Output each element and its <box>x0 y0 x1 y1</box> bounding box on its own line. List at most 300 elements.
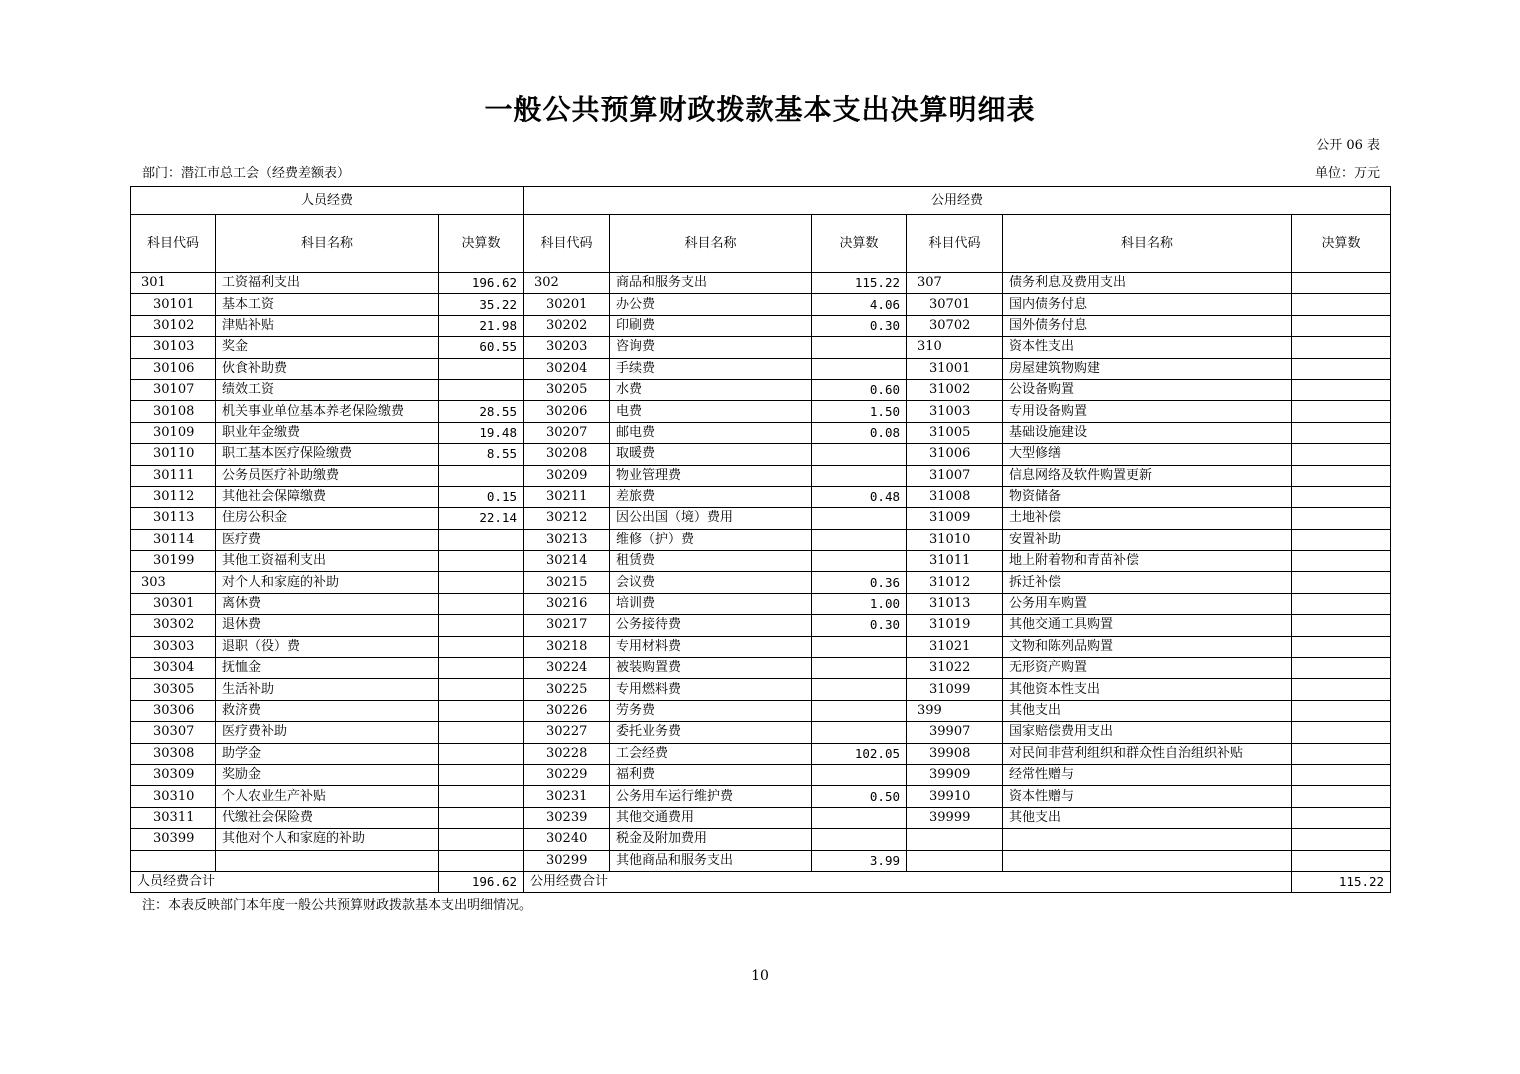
table-row <box>131 764 1391 785</box>
subject-code-cell: 31012 <box>907 572 1003 593</box>
amount-cell <box>1292 807 1391 828</box>
amount-cell <box>812 807 907 828</box>
subject-code-cell: 31002 <box>907 379 1003 400</box>
table-row <box>131 593 1391 614</box>
subject-code-cell: 31009 <box>907 508 1003 529</box>
subject-name-cell: 其他商品和服务支出 <box>610 850 812 871</box>
subject-code-cell: 30202 <box>524 315 610 336</box>
subject-code-cell: 30108 <box>131 401 216 422</box>
subject-name-cell: 住房公积金 <box>216 508 439 529</box>
subject-name-cell: 土地补偿 <box>1003 508 1292 529</box>
subject-name-cell: 文物和陈列品购置 <box>1003 636 1292 657</box>
subject-code-cell: 30106 <box>131 358 216 379</box>
subject-code-cell: 31011 <box>907 551 1003 572</box>
subject-code-cell: 31008 <box>907 486 1003 507</box>
subject-code-cell: 30240 <box>524 829 610 850</box>
subject-name-cell: 国外债务付息 <box>1003 315 1292 336</box>
subject-name-cell: 拆迁补偿 <box>1003 572 1292 593</box>
subject-code-cell: 31006 <box>907 444 1003 465</box>
table-row <box>131 358 1391 379</box>
subject-name-cell: 物业管理费 <box>610 465 812 486</box>
amount-cell: 8.55 <box>439 444 524 465</box>
subject-name-cell: 公务用车购置 <box>1003 593 1292 614</box>
column-header: 决算数 <box>439 215 524 273</box>
amount-cell <box>439 807 524 828</box>
amount-cell <box>812 829 907 850</box>
subject-code-cell: 30216 <box>524 593 610 614</box>
subject-name-cell: 其他交通工具购置 <box>1003 615 1292 636</box>
subject-code-cell: 30217 <box>524 615 610 636</box>
amount-cell <box>439 551 524 572</box>
amount-cell: 28.55 <box>439 401 524 422</box>
subject-name-cell: 大型修缮 <box>1003 444 1292 465</box>
subject-code-cell: 30299 <box>524 850 610 871</box>
subject-code-cell: 30225 <box>524 679 610 700</box>
subject-name-cell: 基础设施建设 <box>1003 422 1292 443</box>
table-row <box>131 315 1391 336</box>
subject-name-cell: 其他对个人和家庭的补助 <box>216 829 439 850</box>
subject-name-cell: 退职（役）费 <box>216 636 439 657</box>
subject-name-cell: 其他工资福利支出 <box>216 551 439 572</box>
amount-cell <box>812 529 907 550</box>
subject-code-cell: 30231 <box>524 786 610 807</box>
subject-name-cell: 房屋建筑物购建 <box>1003 358 1292 379</box>
amount-cell <box>1292 722 1391 743</box>
subject-name-cell <box>216 850 439 871</box>
table-row <box>131 294 1391 315</box>
public-total-label: 公用经费合计 <box>524 871 1292 892</box>
subject-code-cell: 30110 <box>131 444 216 465</box>
subject-code-cell: 30109 <box>131 422 216 443</box>
group-header-public: 公用经费 <box>524 187 1391 215</box>
subject-name-cell: 机关事业单位基本养老保险缴费 <box>216 401 439 422</box>
subject-code-cell: 39909 <box>907 764 1003 785</box>
page-number: 10 <box>751 968 769 984</box>
table-row <box>131 508 1391 529</box>
subject-name-cell: 公务员医疗补助缴费 <box>216 465 439 486</box>
subject-name-cell: 对个人和家庭的补助 <box>216 572 439 593</box>
table-row <box>131 337 1391 358</box>
subject-name-cell: 抚恤金 <box>216 658 439 679</box>
column-header: 科目代码 <box>524 215 610 273</box>
subject-code-cell <box>907 829 1003 850</box>
subject-code-cell: 307 <box>907 273 1003 294</box>
totals-row <box>131 871 1391 892</box>
subject-name-cell: 津贴补贴 <box>216 315 439 336</box>
subject-name-cell: 因公出国（境）费用 <box>610 508 812 529</box>
subject-code-cell: 30304 <box>131 658 216 679</box>
amount-cell <box>1292 764 1391 785</box>
amount-cell <box>439 615 524 636</box>
amount-cell <box>439 679 524 700</box>
subject-name-cell: 生活补助 <box>216 679 439 700</box>
subject-code-cell <box>131 850 216 871</box>
unit-label: 单位：万元 <box>1314 166 1380 181</box>
subject-code-cell: 31001 <box>907 358 1003 379</box>
subject-code-cell: 30211 <box>524 486 610 507</box>
amount-cell <box>1292 444 1391 465</box>
amount-cell <box>439 572 524 593</box>
subject-name-cell: 地上附着物和青苗补偿 <box>1003 551 1292 572</box>
table-row <box>131 379 1391 400</box>
subject-name-cell: 公务接待费 <box>610 615 812 636</box>
column-header: 决算数 <box>812 215 907 273</box>
subject-name-cell: 基本工资 <box>216 294 439 315</box>
subject-code-cell: 30309 <box>131 764 216 785</box>
amount-cell <box>812 551 907 572</box>
amount-cell <box>1292 593 1391 614</box>
table-row <box>131 401 1391 422</box>
amount-cell: 0.50 <box>812 786 907 807</box>
amount-cell <box>1292 615 1391 636</box>
amount-cell <box>1292 551 1391 572</box>
amount-cell: 22.14 <box>439 508 524 529</box>
subject-name-cell: 奖励金 <box>216 764 439 785</box>
subject-code-cell: 39907 <box>907 722 1003 743</box>
amount-cell: 196.62 <box>439 273 524 294</box>
subject-name-cell: 个人农业生产补贴 <box>216 786 439 807</box>
amount-cell <box>812 358 907 379</box>
amount-cell: 35.22 <box>439 294 524 315</box>
amount-cell <box>439 743 524 764</box>
amount-cell <box>1292 829 1391 850</box>
table-note: 注：本表反映部门本年度一般公共预算财政拨款基本支出明细情况。 <box>142 898 533 913</box>
subject-name-cell: 其他交通费用 <box>610 807 812 828</box>
amount-cell <box>812 722 907 743</box>
subject-code-cell: 31013 <box>907 593 1003 614</box>
subject-code-cell: 30305 <box>131 679 216 700</box>
subject-name-cell <box>1003 829 1292 850</box>
amount-cell <box>1292 401 1391 422</box>
subject-code-cell: 303 <box>131 572 216 593</box>
subject-name-cell: 办公费 <box>610 294 812 315</box>
subject-name-cell: 其他支出 <box>1003 700 1292 721</box>
subject-code-cell: 30226 <box>524 700 610 721</box>
amount-cell <box>812 679 907 700</box>
subject-name-cell: 专用燃料费 <box>610 679 812 700</box>
amount-cell <box>439 379 524 400</box>
subject-name-cell: 被装购置费 <box>610 658 812 679</box>
column-header: 科目代码 <box>131 215 216 273</box>
subject-code-cell: 30308 <box>131 743 216 764</box>
table-code: 公开 06 表 <box>1316 138 1380 153</box>
subject-name-cell: 税金及附加费用 <box>610 829 812 850</box>
subject-code-cell: 30201 <box>524 294 610 315</box>
subject-code-cell: 30114 <box>131 529 216 550</box>
subject-code-cell: 31007 <box>907 465 1003 486</box>
subject-name-cell: 劳务费 <box>610 700 812 721</box>
subject-name-cell: 医疗费 <box>216 529 439 550</box>
subject-code-cell: 31010 <box>907 529 1003 550</box>
subject-code-cell: 30310 <box>131 786 216 807</box>
amount-cell <box>1292 786 1391 807</box>
subject-code-cell: 30209 <box>524 465 610 486</box>
subject-name-cell: 救济费 <box>216 700 439 721</box>
amount-cell: 4.06 <box>812 294 907 315</box>
column-header: 科目名称 <box>610 215 812 273</box>
subject-code-cell: 302 <box>524 273 610 294</box>
amount-cell <box>1292 315 1391 336</box>
table-row <box>131 829 1391 850</box>
subject-name-cell: 专用设备购置 <box>1003 401 1292 422</box>
subject-code-cell: 30218 <box>524 636 610 657</box>
subject-code-cell: 30224 <box>524 658 610 679</box>
subject-code-cell: 30208 <box>524 444 610 465</box>
group-header-personnel: 人员经费 <box>131 187 524 215</box>
subject-name-cell: 退休费 <box>216 615 439 636</box>
subject-code-cell: 30111 <box>131 465 216 486</box>
amount-cell: 60.55 <box>439 337 524 358</box>
subject-code-cell: 30228 <box>524 743 610 764</box>
amount-cell <box>1292 465 1391 486</box>
amount-cell <box>812 337 907 358</box>
amount-cell <box>439 529 524 550</box>
table-row <box>131 422 1391 443</box>
amount-cell: 0.48 <box>812 486 907 507</box>
amount-cell <box>439 658 524 679</box>
amount-cell <box>439 850 524 871</box>
table-row <box>131 786 1391 807</box>
subject-code-cell: 301 <box>131 273 216 294</box>
subject-name-cell: 无形资产购置 <box>1003 658 1292 679</box>
subject-name-cell: 资本性支出 <box>1003 337 1292 358</box>
amount-cell: 0.15 <box>439 486 524 507</box>
subject-code-cell: 30107 <box>131 379 216 400</box>
table-row <box>131 658 1391 679</box>
subject-code-cell: 30702 <box>907 315 1003 336</box>
subject-code-cell: 31019 <box>907 615 1003 636</box>
amount-cell <box>1292 679 1391 700</box>
subject-name-cell: 其他资本性支出 <box>1003 679 1292 700</box>
subject-name-cell: 国内债务付息 <box>1003 294 1292 315</box>
subject-code-cell: 30112 <box>131 486 216 507</box>
amount-cell: 0.08 <box>812 422 907 443</box>
subject-name-cell <box>1003 850 1292 871</box>
subject-code-cell: 31099 <box>907 679 1003 700</box>
subject-code-cell: 30301 <box>131 593 216 614</box>
subject-name-cell: 安置补助 <box>1003 529 1292 550</box>
amount-cell: 102.05 <box>812 743 907 764</box>
subject-code-cell: 30113 <box>131 508 216 529</box>
table-row <box>131 444 1391 465</box>
amount-cell <box>1292 379 1391 400</box>
amount-cell <box>812 658 907 679</box>
subject-name-cell: 福利费 <box>610 764 812 785</box>
amount-cell <box>812 700 907 721</box>
subject-name-cell: 伙食补助费 <box>216 358 439 379</box>
table-row <box>131 700 1391 721</box>
table-row <box>131 722 1391 743</box>
amount-cell <box>439 829 524 850</box>
subject-name-cell: 电费 <box>610 401 812 422</box>
table-row <box>131 486 1391 507</box>
subject-code-cell: 30307 <box>131 722 216 743</box>
table-row <box>131 807 1391 828</box>
amount-cell <box>1292 508 1391 529</box>
amount-cell <box>812 508 907 529</box>
table-row <box>131 850 1391 871</box>
amount-cell <box>1292 529 1391 550</box>
subject-name-cell: 其他支出 <box>1003 807 1292 828</box>
column-header: 决算数 <box>1292 215 1391 273</box>
subject-code-cell: 30311 <box>131 807 216 828</box>
subject-name-cell: 咨询费 <box>610 337 812 358</box>
subject-code-cell: 30701 <box>907 294 1003 315</box>
subject-name-cell: 奖金 <box>216 337 439 358</box>
amount-cell: 21.98 <box>439 315 524 336</box>
subject-name-cell: 邮电费 <box>610 422 812 443</box>
subject-code-cell: 399 <box>907 700 1003 721</box>
subject-code-cell: 30306 <box>131 700 216 721</box>
subject-code-cell: 30227 <box>524 722 610 743</box>
amount-cell <box>812 444 907 465</box>
subject-name-cell: 资本性赠与 <box>1003 786 1292 807</box>
subject-code-cell: 310 <box>907 337 1003 358</box>
subject-name-cell: 职工基本医疗保险缴费 <box>216 444 439 465</box>
subject-code-cell: 30207 <box>524 422 610 443</box>
amount-cell <box>1292 700 1391 721</box>
personnel-total-value: 196.62 <box>439 871 524 892</box>
subject-code-cell: 30302 <box>131 615 216 636</box>
amount-cell: 0.60 <box>812 379 907 400</box>
subject-name-cell: 工资福利支出 <box>216 273 439 294</box>
subject-name-cell: 委托业务费 <box>610 722 812 743</box>
amount-cell <box>1292 422 1391 443</box>
subject-code-cell: 31003 <box>907 401 1003 422</box>
subject-code-cell: 30303 <box>131 636 216 657</box>
public-total-value: 115.22 <box>1292 871 1391 892</box>
column-header: 科目名称 <box>216 215 439 273</box>
personnel-total-label: 人员经费合计 <box>131 871 439 892</box>
subject-code-cell <box>907 850 1003 871</box>
subject-name-cell: 债务利息及费用支出 <box>1003 273 1292 294</box>
subject-code-cell: 30101 <box>131 294 216 315</box>
amount-cell <box>812 636 907 657</box>
amount-cell <box>1292 572 1391 593</box>
table-row <box>131 551 1391 572</box>
subject-name-cell: 职业年金缴费 <box>216 422 439 443</box>
amount-cell <box>1292 358 1391 379</box>
subject-code-cell: 30212 <box>524 508 610 529</box>
amount-cell: 115.22 <box>812 273 907 294</box>
subject-code-cell: 30215 <box>524 572 610 593</box>
subject-name-cell: 国家赔偿费用支出 <box>1003 722 1292 743</box>
amount-cell: 0.30 <box>812 315 907 336</box>
amount-cell <box>439 722 524 743</box>
subject-name-cell: 代缴社会保险费 <box>216 807 439 828</box>
amount-cell <box>1292 486 1391 507</box>
subject-code-cell: 31005 <box>907 422 1003 443</box>
table-row <box>131 679 1391 700</box>
subject-code-cell: 30214 <box>524 551 610 572</box>
subject-name-cell: 经常性赠与 <box>1003 764 1292 785</box>
subject-name-cell: 培训费 <box>610 593 812 614</box>
subject-name-cell: 公设备购置 <box>1003 379 1292 400</box>
subject-name-cell: 绩效工资 <box>216 379 439 400</box>
subject-name-cell: 专用材料费 <box>610 636 812 657</box>
amount-cell <box>439 593 524 614</box>
subject-code-cell: 31022 <box>907 658 1003 679</box>
subject-name-cell: 取暖费 <box>610 444 812 465</box>
subject-name-cell: 物资储备 <box>1003 486 1292 507</box>
table-row <box>131 572 1391 593</box>
amount-cell <box>439 700 524 721</box>
subject-code-cell: 30199 <box>131 551 216 572</box>
amount-cell <box>812 764 907 785</box>
subject-name-cell: 印刷费 <box>610 315 812 336</box>
table-row <box>131 743 1391 764</box>
subject-name-cell: 信息网络及软件购置更新 <box>1003 465 1292 486</box>
subject-name-cell: 差旅费 <box>610 486 812 507</box>
amount-cell: 1.00 <box>812 593 907 614</box>
table-row <box>131 465 1391 486</box>
amount-cell <box>1292 850 1391 871</box>
subject-name-cell: 医疗费补助 <box>216 722 439 743</box>
subject-name-cell: 水费 <box>610 379 812 400</box>
column-header: 科目名称 <box>1003 215 1292 273</box>
subject-code-cell: 39910 <box>907 786 1003 807</box>
amount-cell: 0.30 <box>812 615 907 636</box>
subject-name-cell: 会议费 <box>610 572 812 593</box>
table-row <box>131 529 1391 550</box>
amount-cell: 3.99 <box>812 850 907 871</box>
subject-code-cell: 30204 <box>524 358 610 379</box>
amount-cell <box>1292 273 1391 294</box>
subject-name-cell: 手续费 <box>610 358 812 379</box>
page-title: 一般公共预算财政拨款基本支出决算明细表 <box>484 93 1036 126</box>
subject-code-cell: 30102 <box>131 315 216 336</box>
expenditure-table <box>130 186 1391 893</box>
amount-cell <box>1292 636 1391 657</box>
amount-cell: 19.48 <box>439 422 524 443</box>
subject-code-cell: 30206 <box>524 401 610 422</box>
amount-cell <box>439 786 524 807</box>
subject-name-cell: 对民间非营利组织和群众性自治组织补贴 <box>1003 743 1292 764</box>
amount-cell <box>439 636 524 657</box>
amount-cell <box>439 358 524 379</box>
subject-name-cell: 离休费 <box>216 593 439 614</box>
amount-cell <box>1292 658 1391 679</box>
amount-cell <box>439 764 524 785</box>
amount-cell: 1.50 <box>812 401 907 422</box>
subject-name-cell: 工会经费 <box>610 743 812 764</box>
subject-name-cell: 其他社会保障缴费 <box>216 486 439 507</box>
subject-code-cell: 39999 <box>907 807 1003 828</box>
subject-code-cell: 30239 <box>524 807 610 828</box>
amount-cell <box>1292 294 1391 315</box>
subject-name-cell: 公务用车运行维护费 <box>610 786 812 807</box>
table-row <box>131 636 1391 657</box>
subject-name-cell: 商品和服务支出 <box>610 273 812 294</box>
subject-code-cell: 30213 <box>524 529 610 550</box>
subject-code-cell: 30229 <box>524 764 610 785</box>
table-row <box>131 273 1391 294</box>
subject-code-cell: 30103 <box>131 337 216 358</box>
subject-code-cell: 31021 <box>907 636 1003 657</box>
subject-code-cell: 39908 <box>907 743 1003 764</box>
amount-cell <box>1292 337 1391 358</box>
subject-name-cell: 助学金 <box>216 743 439 764</box>
column-header: 科目代码 <box>907 215 1003 273</box>
amount-cell <box>1292 743 1391 764</box>
subject-code-cell: 30203 <box>524 337 610 358</box>
table-row <box>131 615 1391 636</box>
subject-code-cell: 30205 <box>524 379 610 400</box>
subject-name-cell: 维修（护）费 <box>610 529 812 550</box>
amount-cell <box>439 465 524 486</box>
subject-code-cell: 30399 <box>131 829 216 850</box>
department-label: 部门：潜江市总工会（经费差额表） <box>142 166 351 181</box>
